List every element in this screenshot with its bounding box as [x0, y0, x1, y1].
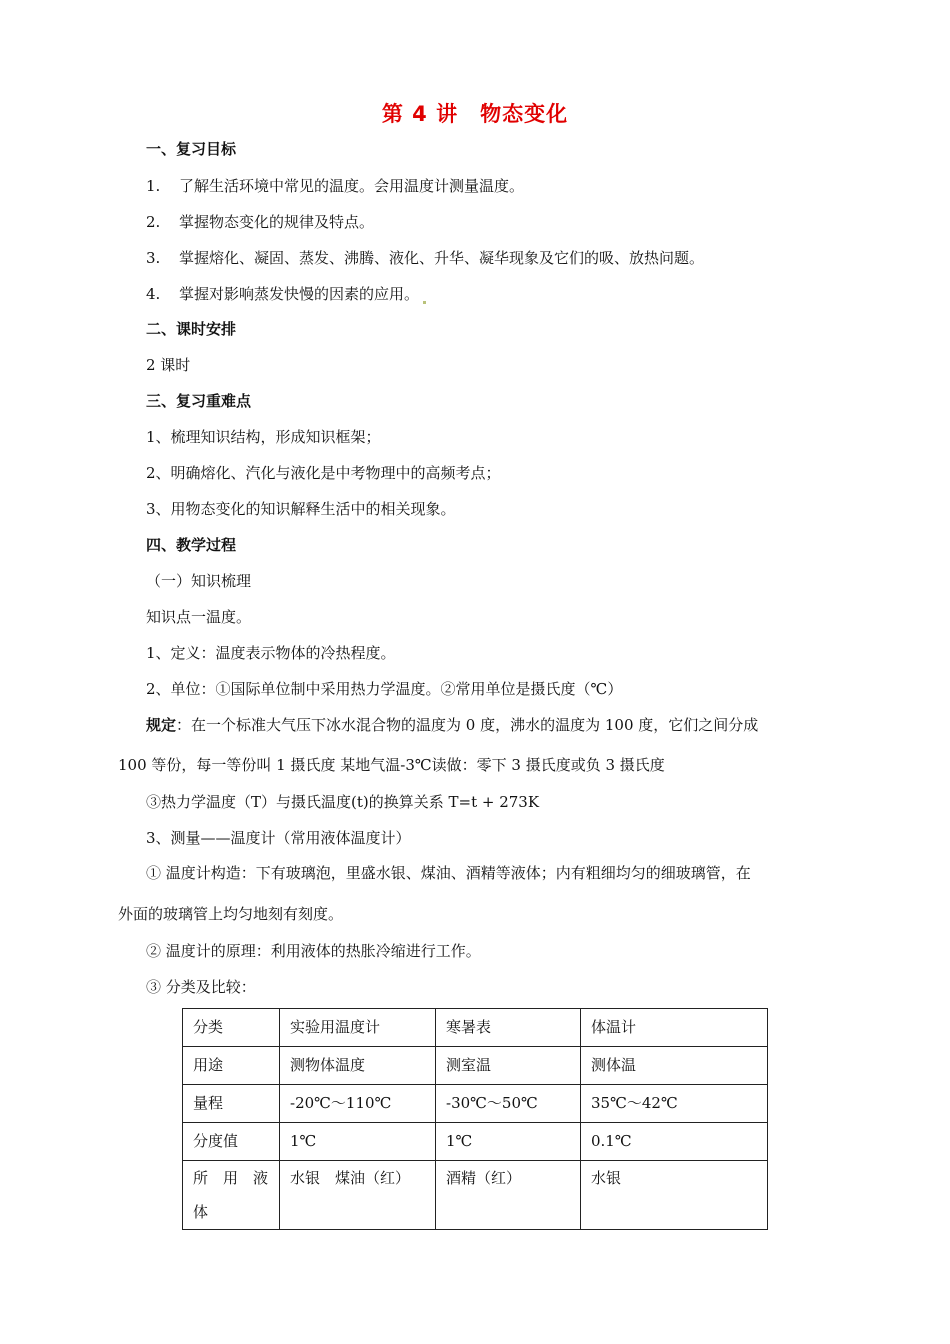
section-heading-schedule: 二、课时安排: [146, 320, 237, 338]
table-cell: -30℃～50℃: [436, 1085, 581, 1123]
item-text: 掌握对影响蒸发快慢的因素的应用。: [179, 285, 420, 303]
table-row: [183, 1047, 768, 1085]
table-cell: 酒精（红）: [436, 1161, 581, 1230]
table-cell: -20℃～110℃: [280, 1085, 436, 1123]
classification-text: ③ 分类及比较：: [146, 978, 256, 996]
section-heading-goals: 一、复习目标: [146, 140, 237, 158]
table-cell: 测物体温度: [280, 1047, 436, 1085]
subsection-title: （一）知识梳理: [146, 572, 252, 590]
table-cell: 0.1℃: [581, 1123, 768, 1161]
item-text: 了解生活环境中常见的温度。会用温度计测量温度。: [179, 177, 525, 195]
list-item: 1、梳理知识结构，形成知识框架；: [146, 428, 381, 446]
table-cell: 寒暑表: [436, 1009, 581, 1047]
list-item: [146, 247, 704, 268]
rule-label: 规定: [146, 716, 177, 734]
principle-text: ② 温度计的原理：利用液体的热胀冷缩进行工作。: [146, 942, 481, 960]
table-row: [183, 1123, 768, 1161]
table-cell: 体温计: [581, 1009, 768, 1047]
table-cell: 水银: [581, 1161, 768, 1230]
list-item: [146, 211, 374, 232]
section-heading-key-points: 三、复习重难点: [146, 392, 252, 410]
table-cell: 实验用温度计: [280, 1009, 436, 1047]
table-cell: 用途: [183, 1047, 280, 1085]
table-cell: 测室温: [436, 1047, 581, 1085]
item-number: 1.: [146, 177, 161, 195]
structure-paragraph-line1: ① 温度计构造：下有玻璃泡，里盛水银、煤油、酒精等液体；内有粗细均匀的细玻璃管，在: [146, 864, 751, 882]
cell-label-line2: 体: [193, 1203, 209, 1221]
structure-paragraph-line2: 外面的玻璃管上均匀地刻有刻度。: [118, 905, 344, 923]
table-cell: 测体温: [581, 1047, 768, 1085]
definition-text: 1、定义：温度表示物体的冷热程度。: [146, 644, 396, 662]
table-cell: 量程: [183, 1085, 280, 1123]
item-text: 掌握熔化、凝固、蒸发、沸腾、液化、升华、凝华现象及它们的吸、放热问题。: [179, 249, 705, 267]
item-number: 2.: [146, 213, 161, 231]
table-row: [183, 1085, 768, 1123]
unit-text: 2、单位：①国际单位制中采用热力学温度。②常用单位是摄氏度（℃）: [146, 680, 623, 698]
stray-mark: [423, 301, 426, 304]
schedule-text: 2 课时: [146, 356, 191, 374]
list-item: [146, 175, 524, 196]
table-cell: 1℃: [280, 1123, 436, 1161]
rule-paragraph-line1: [146, 714, 758, 735]
table-cell: 35℃～42℃: [581, 1085, 768, 1123]
list-item: 2、明确熔化、汽化与液化是中考物理中的高频考点；: [146, 464, 501, 482]
item-text: 掌握物态变化的规律及特点。: [179, 213, 375, 231]
conversion-text: ③热力学温度（T）与摄氏温度(t)的换算关系 T=t + 273K: [146, 793, 540, 811]
section-heading-process: 四、教学过程: [146, 536, 237, 554]
rule-paragraph-line2: 100 等份，每一等份叫 1 摄氏度 某地气温-3℃读做：零下 3 摄氏度或负 3 摄氏度: [118, 756, 665, 774]
thermometer-comparison-table: [182, 1008, 768, 1230]
table-cell: 分类: [183, 1009, 280, 1047]
table-row: [183, 1161, 768, 1230]
knowledge-point: 知识点一温度。: [146, 608, 252, 626]
rule-text: ：在一个标准大气压下冰水混合物的温度为 0 度，沸水的温度为 100 度，它们之间分成: [176, 716, 759, 734]
table-cell: 水银 煤油（红）: [280, 1161, 436, 1230]
table-cell: [183, 1161, 280, 1230]
table-cell: 分度值: [183, 1123, 280, 1161]
table-row: [183, 1009, 768, 1047]
measurement-text: 3、测量——温度计（常用液体温度计）: [146, 829, 411, 847]
list-item: [146, 283, 426, 304]
item-number: 3.: [146, 249, 161, 267]
list-item: 3、用物态变化的知识解释生活中的相关现象。: [146, 500, 456, 518]
item-number: 4.: [146, 285, 161, 303]
page-title: 第 4 讲 物态变化: [381, 102, 569, 126]
table-cell: 1℃: [436, 1123, 581, 1161]
cell-label-line1: 所 用 液: [193, 1169, 269, 1187]
